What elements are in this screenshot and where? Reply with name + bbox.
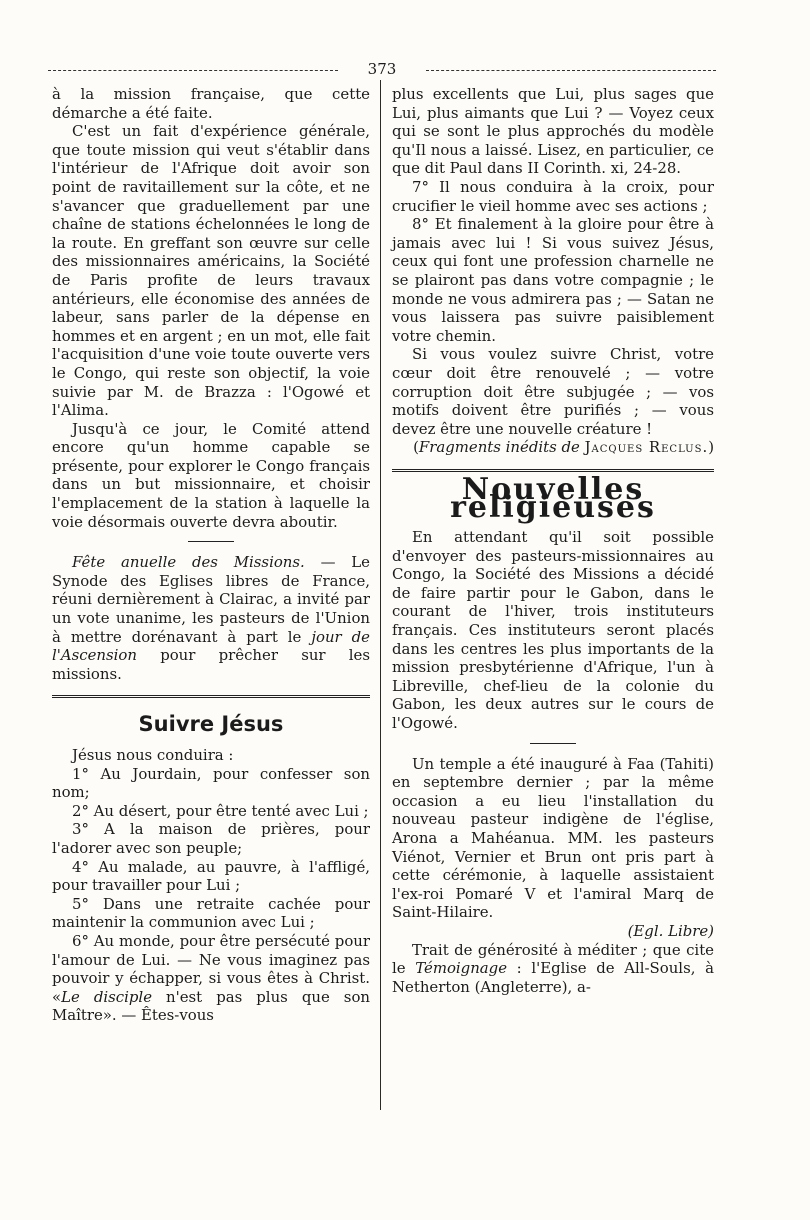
- left-para-2: C'est un fait d'expérience générale, que toute mission qui veut s'établir dans l'intérieur de l'Afrique doit avoir son point de ravitaillement sur la côte, et ne s'avancer que graduellement par une chaîne de stations échelonnées le long de la route. En greffant son œuvre sur celle des missionnaires américains, la Société de Paris profite de leurs travaux antérieurs, elle économise des années de labeur, sans parler de la dépense en hommes et en argent ; en un mot, elle fait l'acquisition d'une voie toute ouverte vers le Congo, qui reste son objectif, la voie suivie par M. de Brazza : l'Ogowé et l'Alima.: [52, 122, 370, 420]
- left-para-3: Jusqu'à ce jour, le Comité attend encore qu'un homme capable se présente, pour explorer le Congo français dans un but missionnaire, et choisir l'emplacement de la station à laquelle la voie désormais ouverte devra aboutir.: [52, 419, 370, 531]
- news3-italic: Témoignage: [415, 959, 508, 978]
- left-column: [52, 85, 370, 1025]
- news-source: (Egl. Libre): [627, 921, 714, 940]
- news-title: Nouvelles religieuses: [450, 471, 656, 526]
- list-item-6: [52, 932, 370, 1025]
- news-short-separator: [530, 743, 576, 745]
- credit-italic: Fragments inédits de: [418, 438, 580, 457]
- credit-author: Jacques Reclus.: [584, 438, 709, 457]
- news-paragraph-1: En attendant qu'il soit possible d'envoyer des pasteurs-missionnaires au Congo, la Société des Missions a décidé de faire partir pour le Gabon, dans le courant de l'hiver, trois instituteurs français. Ces instituteurs seront placés dans les centres les plus importants de la mission presbytérienne d'Afrique, l'un à Libreville, chef-lieu de la colonie du Gabon, les deux autres sur le cours de l'Ogowé.: [392, 528, 714, 732]
- item6-italic: Le disciple: [61, 987, 153, 1006]
- intro-line: Jésus nous conduira :: [72, 746, 234, 764]
- fete-title: Fête anuelle des Missions.: [72, 553, 305, 572]
- header-rule-right: [426, 70, 716, 71]
- fete-italic: jour de l'Ascension: [52, 627, 370, 665]
- fete-end: pour prêcher sur les missions.: [52, 646, 370, 683]
- right-para-final: Si vous voulez suivre Christ, votre cœur doit être renouvelé ; — votre corruption doit être subjugée ; — vos motifs doivent être purifiés ; — vous devez être une nouvelle créature !: [392, 345, 714, 438]
- section-separator: [52, 695, 370, 699]
- news-paragraph-3: [392, 941, 714, 997]
- list-item-1: 1° Au Jourdain, pour confesser son nom;: [52, 764, 370, 802]
- section-title-suivre-jesus: Suivre Jésus: [138, 712, 284, 737]
- right-para-1: plus excellents que Lui, plus sages que Lui, plus aimants que Lui ? — Voyez ceux qui se sont le plus approchés du modèle qu'Il nous a laissé. Lisez, en particulier, ce que dit Paul dans II Corinth. xi, 24-28.: [392, 85, 714, 178]
- news3-a: Trait de générosité à méditer ; que cite le: [392, 940, 714, 978]
- column-divider: [380, 80, 381, 1110]
- right-column: [392, 85, 714, 996]
- fete-paragraph: [52, 553, 370, 683]
- list-item-8: 8° Et finalement à la gloire pour être à jamais avec lui ! Si vous suivez Jésus, ceux qui font une profession charnelle ne se plairont pas dans votre compagnie ; le monde ne vous admirera pas ; — Satan ne vous laissera pas suivre paisiblement votre chemin.: [392, 215, 714, 345]
- news3-b: : l'Eglise de All-Souls, à Netherton (Angleterre), a-: [392, 959, 714, 996]
- left-para-1: à la mission française, que cette démarche a été faite.: [52, 85, 370, 122]
- fete-body: — Le Synode des Eglises libres de France, réuni dernièrement à Clairac, a invité par un vote unanime, les pasteurs de l'Union à mettre dorénavant à part le: [52, 553, 370, 646]
- list-item-3: 3° A la maison de prières, pour l'adorer avec son peuple;: [52, 820, 370, 857]
- item6-b: n'est pas plus que son Maître». — Êtes-vous: [52, 987, 370, 1025]
- list-item-4: 4° Au malade, au pauvre, à l'affligé, pour travailler pour Lui ;: [52, 857, 370, 895]
- page-header: [48, 58, 716, 80]
- list-item-5: 5° Dans une retraite cachée pour maintenir la communion avec Lui ;: [52, 894, 370, 932]
- list-item-2: 2° Au désert, pour être tenté avec Lui ;: [72, 801, 369, 820]
- news-paragraph-2: Un temple a été inauguré à Faa (Tahiti) en septembre dernier ; par la même occasion a eu lieu l'installation du nouveau pasteur indigène de l'église, Arona a Mahéanua. MM. les pasteurs Viénot, Vernier et Brun ont pris part à cette cérémonie, à laquelle assistaient l'ex-roi Pomaré V et l'amiral Marq de Saint-Hilaire.: [392, 754, 714, 922]
- list-item-7: 7° Il nous conduira à la croix, pour crucifier le vieil homme avec ses actions ;: [392, 177, 714, 215]
- page-number: 373: [367, 60, 397, 78]
- item6-a: 6° Au monde, pour être persécuté pour l'amour de Lui. — Ne vous imaginez pas pouvoir y échapper, si vous êtes à Christ. «: [52, 931, 370, 1006]
- short-separator: [188, 541, 234, 543]
- credit-line: (Fragments inédits de Jacques Reclus.): [413, 438, 714, 457]
